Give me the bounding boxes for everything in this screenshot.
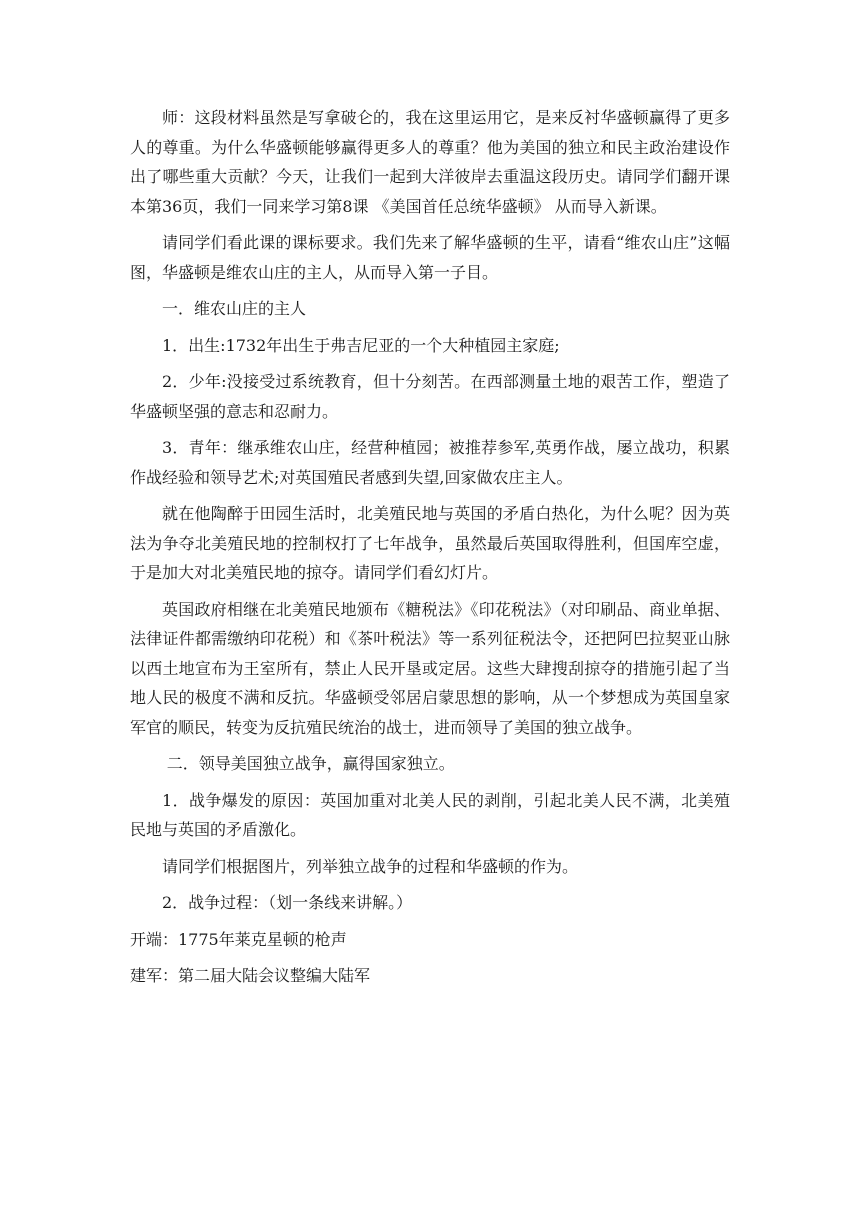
document-body <box>130 103 730 998</box>
conflict-paragraph: 就在他陶醉于田园生活时，北美殖民地与英国的矛盾白热化，为什么呢？因为英法为争夺北美殖民地的控制权打了七年战争，虽然最后英国取得胜利，但国库空虚，于是加大对北美殖民地的掠夺。请同学们看幻灯片。 <box>130 504 730 582</box>
list-item-youth: 2．少年:没接受过系统教育，但十分刻苦。在西部测量土地的艰苦工作，塑造了华盛顿坚强的意志和忍耐力。 <box>130 372 730 421</box>
list-item-war-process: 2．战争过程：（划一条线来讲解。） <box>162 893 413 912</box>
list-item-young-adult: 3．青年：继承维农山庄，经营种植园；被推荐参军,英勇作战，屡立战功，积累作战经验和领导艺术;对英国殖民者感到失望,回家做农庄主人。 <box>130 438 730 487</box>
instruction-paragraph: 请同学们根据图片，列举独立战争的过程和华盛顿的作为。 <box>162 856 579 876</box>
tax-laws-paragraph: 英国政府相继在北美殖民地颁布《糖税法》《印花税法》（对印刷品、商业单据、法律证件都需缴纳印花税）和《茶叶税法》等一系列征税法令，还把阿巴拉契亚山脉以西土地宣布为王室所有，禁止人民开垦或定居。这些大肆搜刮掠夺的措施引起了当地人民的极度不满和反抗。华盛顿受邻居启蒙思想的影响，从一个梦想成为英国皇家军官的顺民，转变为反抗殖民统治的战士，进而领导了美国的独立战争。 <box>130 599 730 737</box>
intro-paragraph: 师：这段材料虽然是写拿破仑的，我在这里运用它，是来反衬华盛顿赢得了更多人的尊重。为什么华盛顿能够赢得更多人的尊重？他为美国的独立和民主政治建设作出了哪些重大贡献？今天，让我们一起到大洋彼岸去重温这段历史。请同学们翻开课本第36页，我们一同来学习第8课 《美国首任总统华盛顿》 从而导入新课。 <box>130 108 730 216</box>
list-item-war-cause: 1．战争爆发的原因：英国加重对北美人民的剥削，引起北美人民不满，北美殖民地与英国的矛盾激化。 <box>130 790 730 839</box>
section-heading-1: 一．维农山庄的主人 <box>162 299 307 318</box>
list-item-birth: 1．出生:1732年出生于弗吉尼亚的一个大种植园主家庭; <box>162 335 560 355</box>
army-formation-line: 建军：第二届大陆会议整编大陆军 <box>130 966 371 985</box>
war-start-line: 开端：1775年莱克星顿的枪声 <box>130 929 347 949</box>
section-heading-2: 二．领导美国独立战争，赢得国家独立。 <box>166 754 455 773</box>
curriculum-paragraph: 请同学们看此课的课标要求。我们先来了解华盛顿的生平，请看“维农山庄”这幅图，华盛顿是维农山庄的主人，从而导入第一子目。 <box>130 233 730 282</box>
